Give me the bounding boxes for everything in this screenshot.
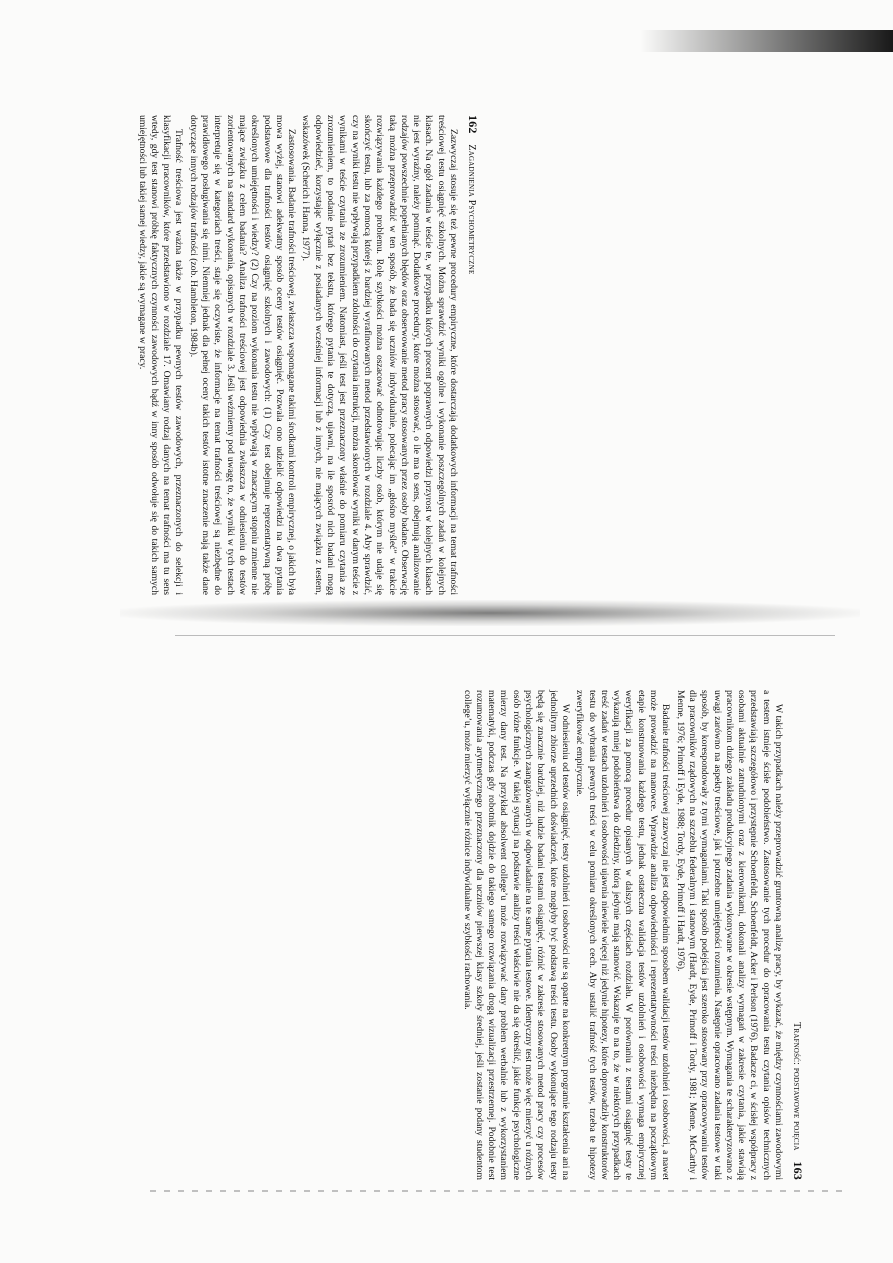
left-page-number: 162 (466, 115, 480, 134)
left-page-header (465, 115, 480, 274)
right-paragraph-3: W odniesieniu od testów osiągnięć, testy uzdolnień i osobowości nie są oparte na konkretnym programie kształcenia ani na jednolitym zbiorze uprzednich doświadczeń, które mogłyby być podstawą treści testu. Osoby wykonujące tego rodzaju testy będą się znacznie bardziej, niż ludzie badani testami osiągnięć, różnić w zakresie stosowanych metod pracy czy procesów psychologicznych zaangażowanych w odpowiadanie na te same pytania testowe. Identyczny test może więc mierzyć u różnych osób różne funkcje. W takiej sytuacji na podstawie analizy treści właściwie nie da się określić, jakie funkcje psychologiczne mierzy dany test. Na przykład absolwent college’u może rozwiązywać dany problem werbalnie lub z wykorzystaniem matematyki, podczas gdy robotnik dojdzie do takiego samego rozwiązania drogą wizualizacji przestrzennej. Podobnie test rozumowania arytmetycznego przeznaczony dla uczniów pierwszej klasy szkoły średniej, jeśli zostanie podany studentom college’u, może mierzyć wyłącznie różnice indywidualne w szybkości rachowania. (461, 690, 571, 1180)
left-running-title: Zagadnienia Psychometryczne (466, 144, 477, 275)
scan-edge-dashes (150, 1190, 850, 1192)
left-paragraph-1: Zazwyczaj stosuje się też pewne procedury empiryczne, które dostarczają dodatkowych informacji na temat trafności treściowej testu osiągnięć szkolnych. Można sprawdzić wyniki ogólne i wykonanie poszczególnych zadań w kolejnych klasach. Na ogół zadania w teście te, w przypadku których procent poprawnych odpowiedzi przyrost w kolejnych klasach nie jest wyraźny, należy pominąć. Dodatkowe procedury, które można stosować, o ile ma to sens, obejmują analizowanie rodzajów powszechnie popełnianych błędów oraz obserwowanie metod pracy stosowanych przez osoby badane. Obserwację taką można przeprowadzić w ten sposób, że bada się uczniów indywidualnie, polecając im „głośno myśleć” w trakcie rozwiązywania każdego problemu. Rolę szybkości można oszacować odnotowując liczby osób, którym nie udaje się skończyć testu, lub za pomocą którejś z bardziej wyrafinowanych metod przedstawionych w rozdziale 4. Aby sprawdzić, czy na wyniki testu nie wpływają przypadkiem zdolności do czytania instrukcji, można skorelować wyniki w danym teście z wynikami w teście czytania ze zrozumieniem. Natomiast, jeśli test jest przeznaczony właśnie do pomiaru czytania ze zrozumieniem, to podanie pytań bez tekstu, którego pytania te dotyczą, ujawni, na ile sposród nich badani mogą odpowiedzieć, korzystając wyłącznie z posiadanych wcześniej informacji lub z innych, nie mających związku z testem, wskazówek (Scherich i Hanna, 1977). (300, 115, 459, 595)
left-running-head (465, 115, 480, 595)
right-page-header (790, 1022, 805, 1180)
left-paragraph-3: Trafność treściowa jest ważna także w przypadku pewnych testów zawodowych, przeznaczonych do selekcji i klasyfikacji pracowników, które przedstawiono w rozdziale 17. Omawiany rodzaj danych na temat trafności ma tu sens wtedy, gdy test stanowi próbkę faktycznych czynności zawodowych bądź w inny sposób odwołuje się do takich samych umiejętności lub takiej samej wiedzy, jakie są wymagane w pracy. (136, 115, 185, 595)
right-page-number: 163 (791, 1161, 805, 1180)
scan-edge-shadow (640, 30, 893, 52)
right-running-head (790, 690, 805, 1180)
right-page (195, 690, 805, 1180)
left-text-column (135, 115, 459, 595)
right-paragraph-1: W takich przypadkach należy przeprowadzić gruntowną analizę pracy, by wykazać, że między czynnościami zawodowymi a testem istnieje ścisłe podobieństwo. Zastosowanie tych procedur do opracowania testu czytania opisów technicznych przedstawiają szczegółowo i przystępnie Schoenfeldt, Schoenfeldt, Acker i Perlson (1976). Badacze ci, w ścisłej współpracy z osobami aktualnie zatrudnionymi oraz z kierownikami, dokonali analizy wymagań w zakresie czytania, jakie stawiają pracownikom dużego zakładu produkcyjnego zadania wykonywane w okresie wstępnym. Wymagania te scharakteryzowano z uwagi zarówno na aspekty treściowe, jak i potrzebne umiejętności rozumienia. Następnie opracowano zadania testowe w taki sposób, by korespondowały z tymi wymaganiami. Taki sposób podejścia jest szeroko stosowany przy opracowywaniu testów dla pracowników rządowych na szczeblu federalnym i stanowym (Hardt, Eyde, Primoff i Tordy, 1981; Menne, McCarthy i Menne, 1976; Primoff i Eyde, 1988; Tordy, Eyde, Primoff i Hardt, 1976). (674, 690, 784, 1180)
left-page (136, 115, 480, 595)
book-spine-shadow (120, 600, 860, 626)
left-paragraph-2: Zastosowania. Badanie trafności treściowej, zwłaszcza wspomagane takimi środkami kontroli empirycznej, o jakich była mowa wyżej, stanowi adekwatny sposób oceny testów osiągnięć. Pozwala ono udzielić odpowiedzi na dwa pytania podstawowe dla trafności testów osiągnięć szkolnych i zawodowych: (1) Czy test obejmuje reprezentatywną próbę określonych umiejętności i wiedzy? (2) Czy na poziom wykonania testu nie wpływają w znaczącym stopniu zmienne nie mające związku z celem badania? Analiza trafności treściowej jest odpowiednia zwłaszcza w odniesieniu do testów zorientowanych na standard wykonania, opisanych w rozdziale 3. Jeśli weźmiemy pod uwagę to, że wyniki w tych testach interpretuje się w kategoriach treści, staje się oczywiste, że informacje na temat trafności treściowej są niezbędne do prawidłowego posługiwania się nimi. Niemniej jednak dla pełnej oceny takich testów istotne znaczenie mają także dane dotyczące innych rodzajów trafności (zob. Hambleton, 1984b). (187, 115, 298, 595)
right-text-column (460, 690, 784, 1180)
page-gutter-line (175, 635, 835, 636)
right-paragraph-2: Badanie trafności treściowej zazwyczaj nie jest odpowiednim sposobem walidacji testów uzdolnień i osobowości, a nawet może prowadzić na manowce. Wprawdzie analiza odpowiedniości i reprezentatywności treści niezbędna na początkowym etapie konstruowania każdego testu, jednak ostateczna walidacja testów uzdolnień i osobowości wymaga empirycznej weryfikacji za pomocą procedur opisanych w dalszych częściach rozdziału. W porównaniu z testami osiągnięć testy te wykazują mniej podobieństwa do dziedziny, którą jedynie mają stanowić. Wskazuje to na to, że w niektórych przypadkach treść zadań w testach uzdolnień i osobowości ujawnia niewiele więcej niż jedynie hipotezy, które doprowadziły konstruktorów testu do wybrania pewnych treści w celu pomiaru określonych cech. Aby ustalić trafność tych testów, trzeba te hipotezy zweryfikować empirycznie. (574, 690, 672, 1180)
right-running-title: Trafność: podstawowe pojęcia (791, 1022, 802, 1151)
